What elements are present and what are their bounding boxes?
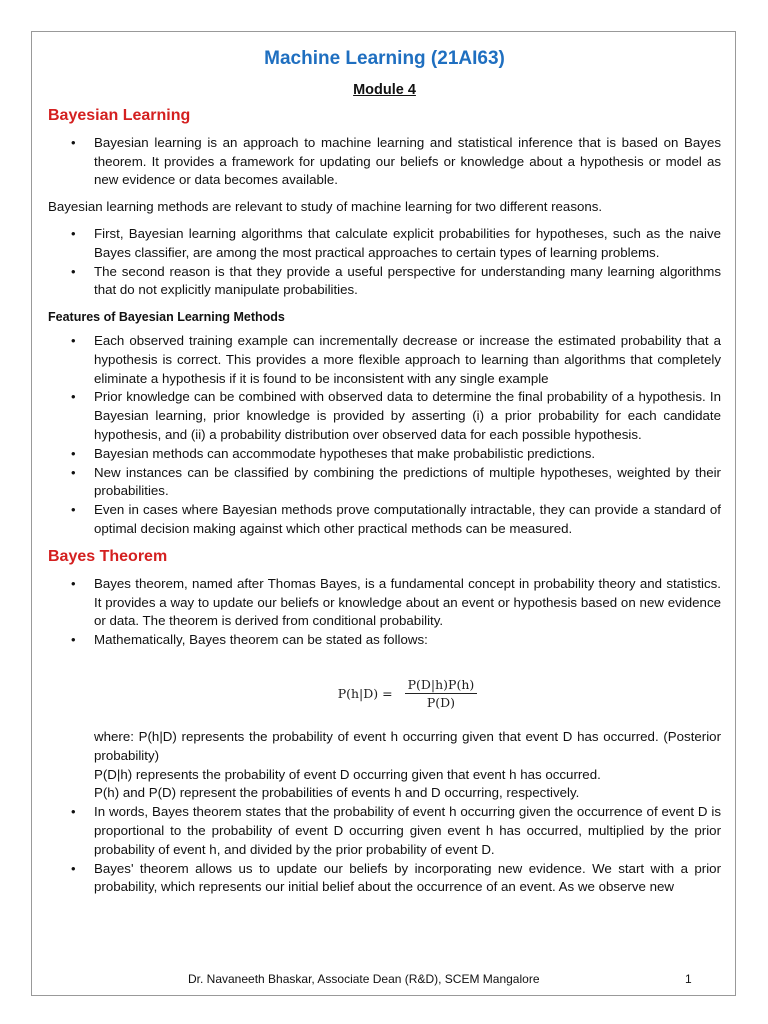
list-item: • Bayesian methods can accommodate hypotheses that make probabilistic predictions.	[48, 445, 721, 464]
features-heading: Features of Bayesian Learning Methods	[48, 310, 285, 325]
list-item: • Bayes theorem, named after Thomas Bayes, is a fundamental concept in probability theory and statistics. It provides a way to update our beliefs or knowledge about an event or hypothesis based on new evidence or data. The theorem is derived from conditional probability.	[48, 575, 721, 631]
list-item: • Even in cases where Bayesian methods prove computationally intractable, they can provide a standard of optimal decision making against which other practical methods can be measured.	[48, 501, 721, 539]
formula-numerator: P(D|h)P(h)	[405, 677, 478, 694]
formula-lhs: P(h|D) =	[337, 685, 393, 701]
theorem-bullet-list-continued	[48, 803, 721, 897]
intro-bullet-list	[48, 134, 721, 190]
explanation-line: P(h) and P(D) represent the probabilities of events h and D occurring, respectively.	[94, 785, 580, 801]
page-content	[48, 46, 721, 905]
list-item: • Prior knowledge can be combined with observed data to determine the final probability of a hypothesis. In Bayesian learning, prior knowledge is provided by asserting (i) a prior probability for each candidate hypothesis, and (ii) a probability distribution over observed data for each possible hypothesis.	[48, 388, 721, 444]
module-label: Module 4	[353, 82, 416, 98]
explanation-line: where: P(h|D) represents the probability of event h occurring given that event D has occurred. (Posterior probability)	[94, 728, 721, 763]
list-item: • Mathematically, Bayes theorem can be stated as follows:	[48, 631, 721, 650]
list-item: • New instances can be classified by combining the predictions of multiple hypotheses, weighted by their probabilities.	[48, 464, 721, 502]
list-item: • Each observed training example can incrementally decrease or increase the estimated probability that a hypothesis is correct. This provides a more flexible approach to learning than algorithms that completely eliminate a hypothesis if it is found to be inconsistent with any single example	[48, 332, 721, 388]
formula-fraction	[405, 677, 478, 710]
relevance-paragraph: Bayesian learning methods are relevant to study of machine learning for two different reasons.	[48, 199, 603, 215]
list-item: • The second reason is that they provide a useful perspective for understanding many learning algorithms that do not explicitly manipulate probabilities.	[48, 263, 721, 301]
page-number: 1	[685, 972, 692, 986]
theorem-bullet-list	[48, 575, 721, 650]
list-item: • First, Bayesian learning algorithms that calculate explicit probabilities for hypotheses, such as the naive Bayes classifier, are among the most practical approaches to certain types of learning problems.	[48, 225, 721, 263]
reasons-bullet-list	[48, 225, 721, 300]
bayes-formula	[48, 672, 721, 716]
document-title: Machine Learning (21AI63)	[264, 48, 505, 69]
explanation-line: P(D|h) represents the probability of event D occurring given that event h has occurred.	[94, 766, 601, 782]
formula-denominator: P(D)	[426, 695, 456, 711]
section-heading-bayes-theorem: Bayes Theorem	[48, 547, 168, 565]
document-page	[31, 31, 736, 996]
footer-credit: Dr. Navaneeth Bhaskar, Associate Dean (R&D), SCEM Mangalore	[188, 972, 540, 986]
formula-explanation	[48, 728, 721, 803]
list-item: • In words, Bayes theorem states that the probability of event h occurring given the occurrence of event D is proportional to the probability of event D occurring given event h has occurred, multiplied by the prior probability of event h, and divided by the prior probability of event D.	[48, 803, 721, 859]
section-heading-bayesian-learning: Bayesian Learning	[48, 106, 191, 124]
list-item: • Bayes' theorem allows us to update our beliefs by incorporating new evidence. We start with a prior probability, which represents our initial belief about the occurrence of an event. As we observe new	[48, 860, 721, 898]
list-item: • Bayesian learning is an approach to machine learning and statistical inference that is based on Bayes theorem. It provides a framework for updating our beliefs or knowledge about a hypothesis or model as new evidence or data becomes available.	[48, 134, 721, 190]
features-bullet-list	[48, 332, 721, 539]
